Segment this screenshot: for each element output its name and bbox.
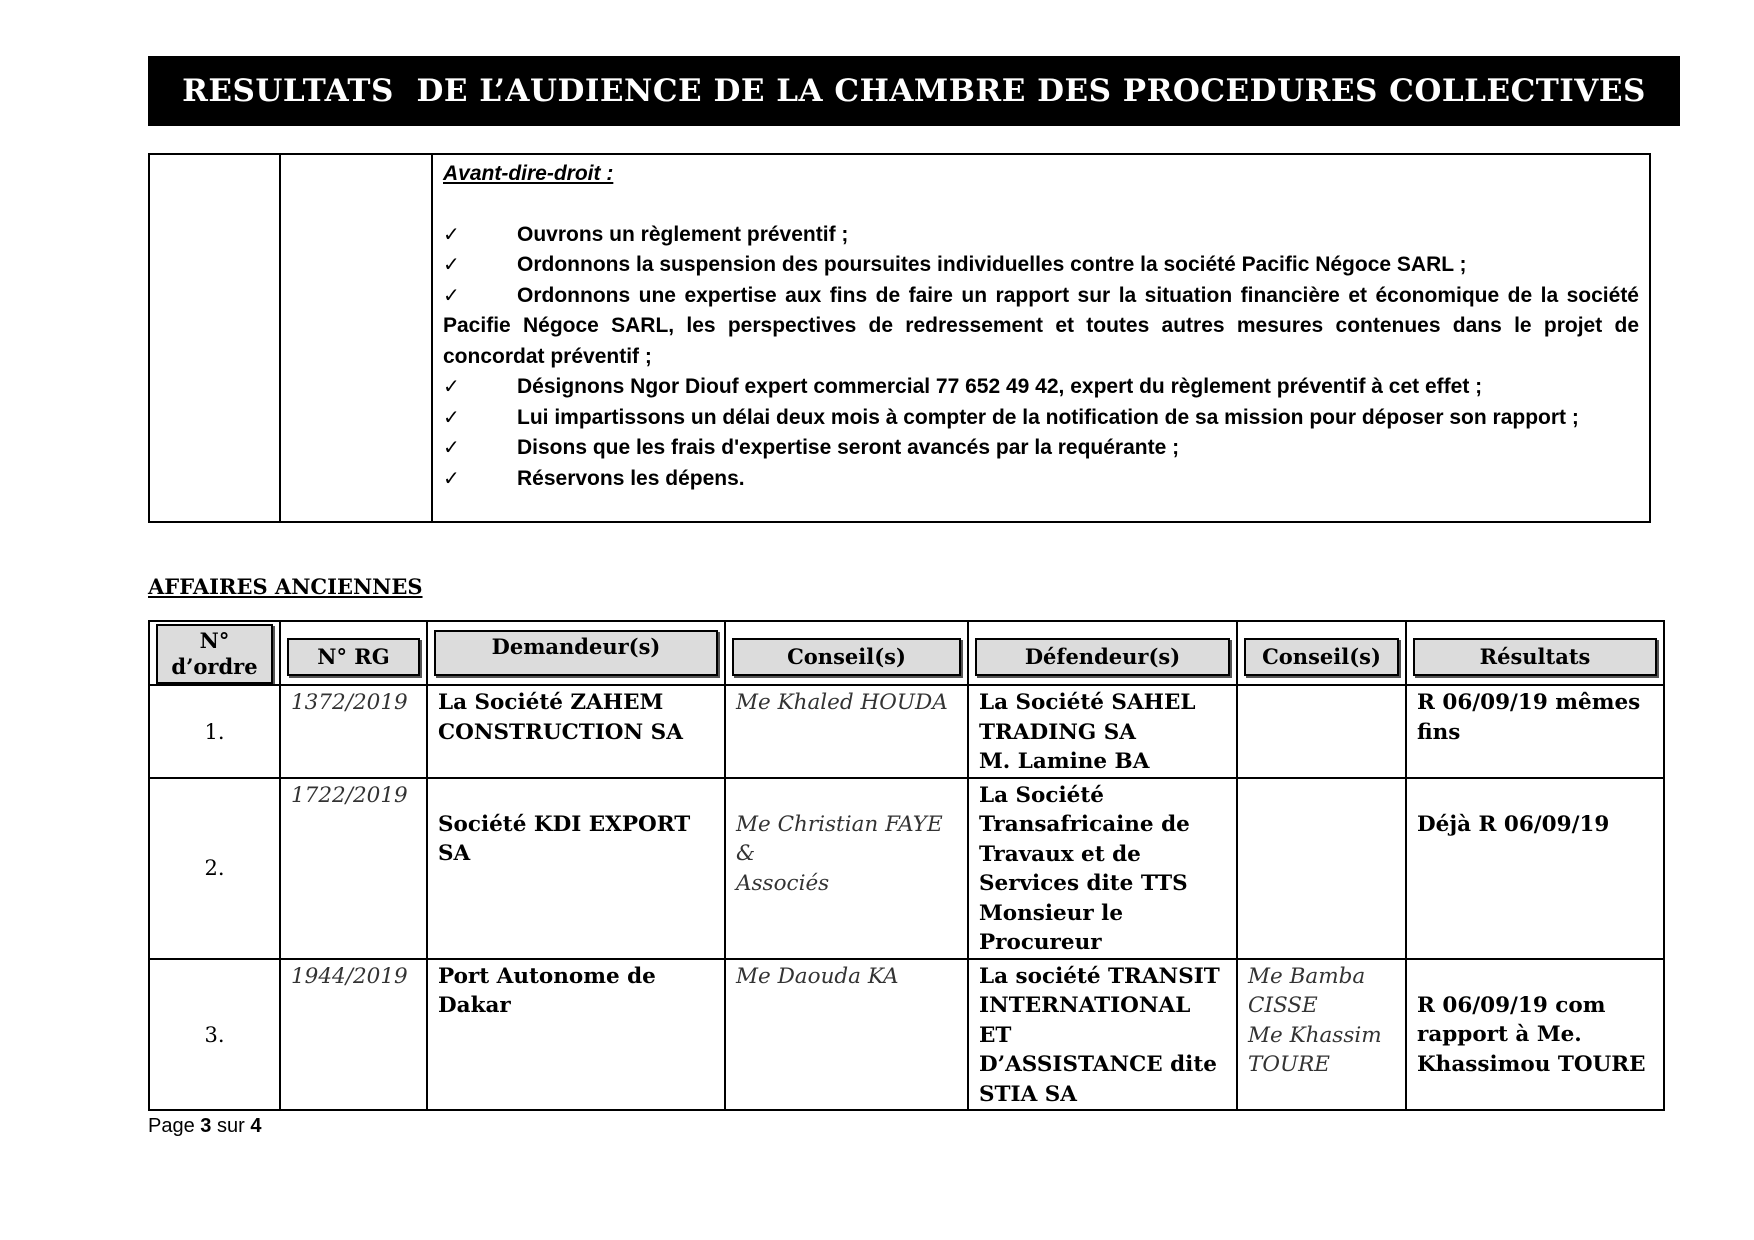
cell-defendeur: La Société SAHEL TRADING SA M. Lamine BA	[968, 685, 1237, 778]
empty-cell-ordre	[149, 154, 280, 522]
cell-resultats: R 06/09/19 com rapport à Me. Khassimou TOURE	[1406, 959, 1664, 1111]
ruling-item: ✓ Réservons les dépens.	[443, 464, 1639, 495]
cell-resultats: Déjà R 06/09/19	[1406, 778, 1664, 959]
ruling-item: ✓ Lui impartissons un délai deux mois à compter de la notification de sa mission pour déposer son rapport ;	[443, 403, 1639, 434]
cell-conseil: Me Khaled HOUDA	[725, 685, 968, 778]
cell-conseil-defendeur	[1237, 685, 1406, 778]
page-total: 4	[250, 1115, 262, 1137]
cell-rg: 1944/2019	[280, 959, 427, 1111]
checkmark-icon: ✓	[443, 406, 460, 429]
checkmark-icon: ✓	[443, 254, 460, 276]
col-header-rg: N° RG	[280, 621, 427, 685]
cell-conseil-defendeur	[1237, 778, 1406, 959]
col-header-ordre: N° d’ordre	[149, 621, 280, 685]
ruling-item: ✓ Ordonnons une expertise aux fins de faire un rapport sur la situation financière et économique de la société Pacifie Négoce SARL, les perspectives de redressement et toutes autres mesures contenues dans le projet de concordat préventif ;	[443, 281, 1639, 373]
checkmark-icon: ✓	[443, 284, 460, 307]
checkmark-icon: ✓	[443, 223, 460, 246]
cases-table	[148, 620, 1665, 1111]
ruling-title: Avant-dire-droit :	[443, 162, 614, 185]
cell-demandeur: Port Autonome de Dakar	[427, 959, 725, 1111]
checkmark-icon: ✓	[443, 376, 460, 398]
cell-ordre: 2.	[149, 778, 280, 959]
checkmark-icon: ✓	[443, 467, 460, 490]
cell-conseil: Me Daouda KA	[725, 959, 968, 1111]
cell-defendeur: La société TRANSIT INTERNATIONAL ET D’ASSISTANCE dite STIA SA	[968, 959, 1237, 1111]
cell-resultats: R 06/09/19 mêmes fins	[1406, 685, 1664, 778]
table-row	[149, 778, 1664, 959]
ruling-item: ✓ Ordonnons la suspension des poursuites individuelles contre la société Pacific Négoce SARL ;	[443, 250, 1639, 281]
cell-conseil-defendeur: Me Bamba CISSE Me Khassim TOURE	[1237, 959, 1406, 1111]
empty-cell-rg	[280, 154, 432, 522]
col-header-conseil: Conseil(s)	[725, 621, 968, 685]
checkmark-icon: ✓	[443, 437, 460, 459]
col-header-demandeur: Demandeur(s)	[427, 621, 725, 685]
page-current: 3	[200, 1115, 212, 1137]
cell-demandeur: La Société ZAHEM CONSTRUCTION SA	[427, 685, 725, 778]
ruling-table	[148, 153, 1651, 523]
page-title: RESULTATS DE L’AUDIENCE DE LA CHAMBRE DES PROCEDURES COLLECTIVES	[148, 56, 1680, 126]
cell-rg: 1722/2019	[280, 778, 427, 959]
col-header-defendeur: Défendeur(s)	[968, 621, 1237, 685]
cell-rg: 1372/2019	[280, 685, 427, 778]
cell-conseil: Me Christian FAYE & Associés	[725, 778, 968, 959]
cell-defendeur: La Société Transafricaine de Travaux et de Services dite TTS Monsieur le Procureur	[968, 778, 1237, 959]
ruling-item: ✓ Ouvrons un règlement préventif ;	[443, 220, 1639, 251]
col-header-conseil-defendeur: Conseil(s)	[1237, 621, 1406, 685]
ruling-cell	[432, 154, 1650, 522]
page-label: Page	[148, 1115, 195, 1137]
table-header-row	[149, 621, 1664, 685]
section-title: AFFAIRES ANCIENNES	[148, 574, 423, 599]
table-row	[149, 959, 1664, 1111]
sur-label: sur	[216, 1115, 245, 1137]
page-footer	[148, 1115, 261, 1138]
ruling-item: ✓ Disons que les frais d'expertise seront avancés par la requérante ;	[443, 433, 1639, 464]
table-row	[149, 685, 1664, 778]
col-header-resultats: Résultats	[1406, 621, 1664, 685]
ruling-item: ✓ Désignons Ngor Diouf expert commercial 77 652 49 42, expert du règlement préventif à cet effet ;	[443, 372, 1639, 403]
cell-ordre: 1.	[149, 685, 280, 778]
cell-ordre: 3.	[149, 959, 280, 1111]
cell-demandeur: Société KDI EXPORT SA	[427, 778, 725, 959]
